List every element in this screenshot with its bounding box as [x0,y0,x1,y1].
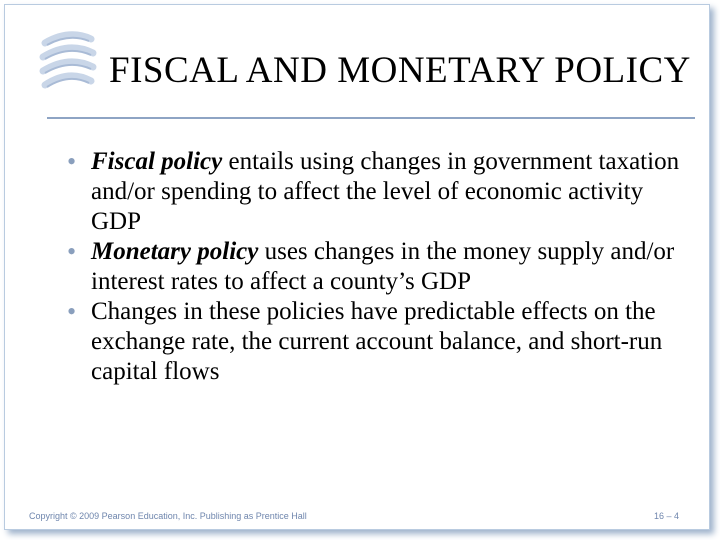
title-divider [47,117,695,119]
slide-title: FISCAL AND MONETARY POLICY [109,50,691,91]
bullet-emphasis: Fiscal policy [91,148,223,175]
bullet-item [67,297,687,387]
bullet-dot-icon: • [67,147,77,176]
page-number: 16 – 4 [653,511,679,521]
copyright-footer: Copyright © 2009 Pearson Education, Inc. Publishing as Prentice Hall [29,511,307,521]
bullet-dot-icon: • [67,237,77,266]
bullet-emphasis: Monetary policy [91,238,259,265]
bullet-item [67,147,687,237]
bullet-text: uses changes in the money supply and/or interest rates to affect a county’s GDP [91,238,675,295]
bullet-item [67,237,687,297]
bullet-text: entails using changes in government taxation and/or spending to affect the level of economic activity GDP [91,148,680,235]
bullet-dot-icon: • [67,297,77,326]
bullet-list [67,147,687,387]
bullet-text: Changes in these policies have predictable effects on the exchange rate, the current account balance, and short-run capital flows [91,298,663,385]
swoosh-logo-icon [35,27,101,99]
slide [4,4,710,530]
